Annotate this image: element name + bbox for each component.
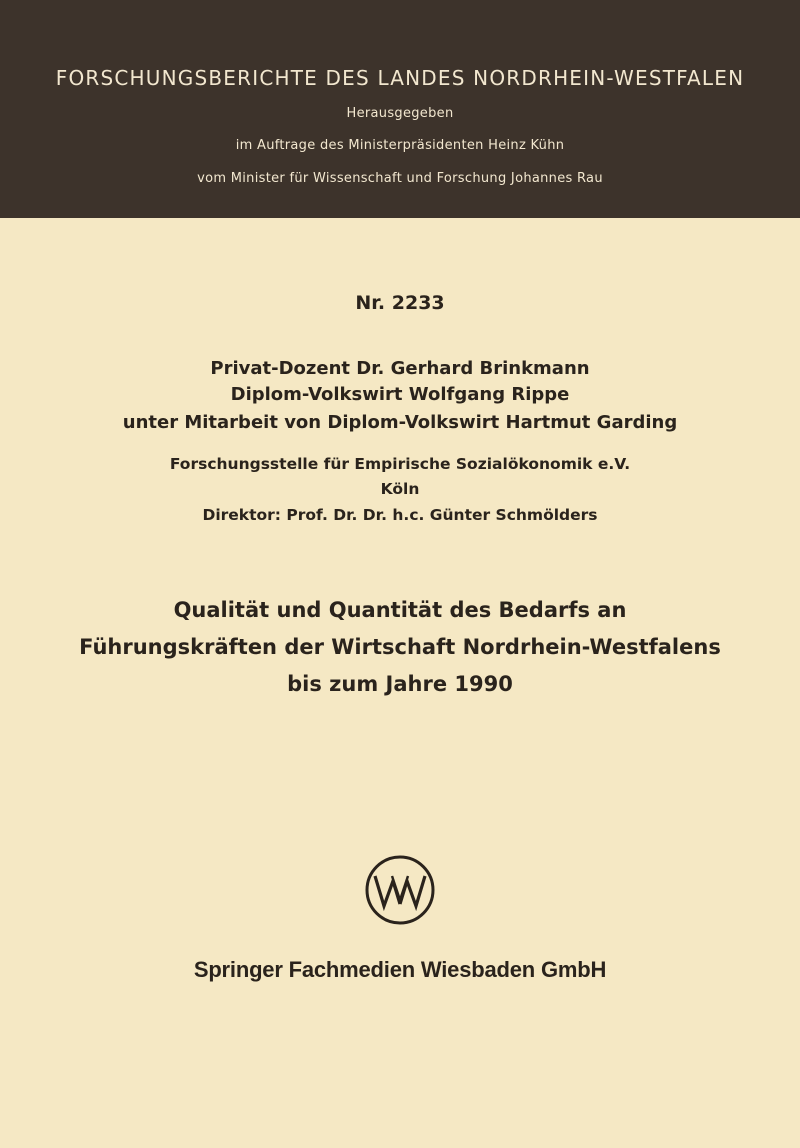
series-title: FORSCHUNGSBERICHTE DES LANDES NORDRHEIN-WESTFALEN [55,66,745,90]
editor-minister: vom Minister für Wissenschaft und Forschung Johannes Rau [197,171,603,186]
institution-name: Forschungsstelle für Empirische Sozialökonomik e.V. [169,455,631,473]
institution-city: Köln [380,480,420,498]
publisher-name: Springer Fachmedien Wiesbaden GmbH [193,957,607,982]
report-number: Nr. 2233 [355,292,445,314]
book-title-line: Führungskräften der Wirtschaft Nordrhein-Westfalens [79,635,721,659]
series-header-band [0,0,800,218]
editor-label: Herausgegeben [346,106,454,121]
author-line: Privat-Dozent Dr. Gerhard Brinkmann [210,358,590,379]
author-line: unter Mitarbeit von Diplom-Volkswirt Hartmut Garding [122,412,678,433]
book-title-line: bis zum Jahre 1990 [287,672,513,696]
editor-commission: im Auftrage des Ministerpräsidenten Heinz Kühn [235,138,565,153]
publisher-logo-icon [364,854,436,926]
institution-director: Direktor: Prof. Dr. Dr. h.c. Günter Schmölders [202,506,598,524]
author-line: Diplom-Volkswirt Wolfgang Rippe [230,384,570,405]
book-title-line: Qualität und Quantität des Bedarfs an [173,598,627,622]
